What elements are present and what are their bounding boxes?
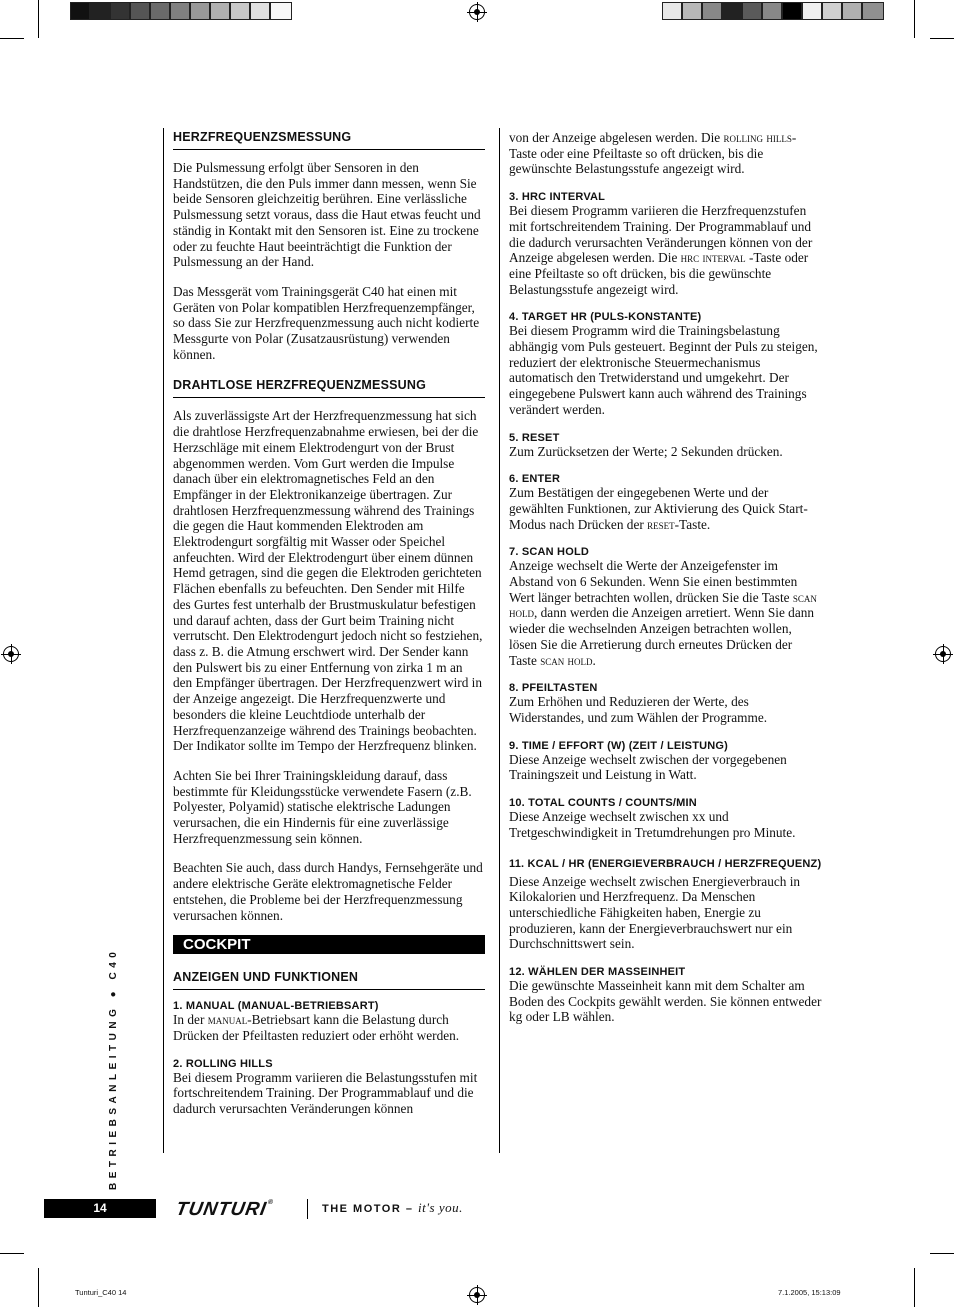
logo-divider: [307, 1199, 308, 1219]
subheading: 8. PFEILTASTEN: [509, 682, 598, 695]
registration-mark-icon: [469, 1287, 485, 1303]
crop-mark: [914, 0, 915, 38]
footer-file-info: Tunturi_C40 14: [75, 1288, 127, 1297]
subheading: 3. HRC INTERVAL: [509, 191, 606, 204]
paragraph: von der Anzeige abgelesen werden. Die rolling hills-Taste oder eine Pfeiltaste so oft drücken, bis die gewünschte Belastungsstufe angezeigt wird.: [509, 130, 797, 177]
paragraph: Zum Bestätigen der eingegebenen Werte und der gewählten Funktionen, zur Aktivierung des Quick Start-Modus nach Drücken der reset-Taste.: [509, 485, 808, 532]
registration-mark-icon: [469, 4, 485, 20]
paragraph: Diese Anzeige wechselt zwischen der vorgegebenen Trainingszeit und Leistung in Watt.: [509, 751, 787, 783]
crop-mark: [930, 38, 954, 39]
registration-mark-icon: [3, 646, 19, 662]
paragraph: Bei diesem Programm variieren die Belastungsstufen mit fortschreitendem Training. Der Programmablauf und die dadurch verursachten Veränderungen können: [173, 1069, 478, 1117]
cockpit-banner: COCKPIT: [173, 935, 485, 954]
swatch: [110, 2, 130, 20]
swatch: [862, 2, 884, 20]
subheading: 12. WÄHLEN DER MASSEINHEIT: [509, 966, 686, 979]
right-column: [509, 130, 823, 1025]
swatch: [682, 2, 702, 20]
paragraph: Achten Sie bei Ihrer Trainingskleidung darauf, dass bestimmte für Kleidungsstücke verwendete Fasern (z.B. Polyester, Polyamid) statische elektrische Ladungen verursachen, die ein Hindernis für eine zuverlässige Herzfrequenzmessung sein können.: [173, 767, 472, 846]
swatch: [70, 2, 90, 20]
swatch-bar-left: [70, 0, 292, 22]
paragraph: Diese Anzeige wechselt zwischen xx und Tretgeschwindigkeit in Tretumdrehungen pro Minute.: [509, 809, 796, 840]
section-heading: ANZEIGEN UND FUNKTIONEN: [173, 968, 485, 990]
subheading: 1. MANUAL (MANUAL-BETRIEBSART): [173, 1000, 379, 1013]
page-number: 14: [44, 1199, 156, 1218]
paragraph: Beachten Sie auch, dass durch Handys, Fernsehgeräte und andere elektrische Geräte elektromagnetische Felder entstehen, die Probleme bei der Herzfrequenzmessung verursachen können.: [173, 860, 483, 923]
swatch: [170, 2, 190, 20]
tagline: THE MOTOR – it's you.: [322, 1200, 463, 1215]
swatch: [662, 2, 682, 20]
swatch-bar-right: [662, 0, 884, 22]
column-rule-left: [163, 128, 164, 1153]
swatch: [822, 2, 842, 20]
paragraph: Bei diesem Programm wird die Trainingsbelastung abhängig vom Puls gesteuert. Beginnt der Puls zu steigen, reduziert der elektronische Steuermechanismus automatisch den Tretwiderstand und umgekehrt. Der eingegebene Pulswert kann auch während des Trainings verändert werden.: [509, 323, 818, 417]
tunturi-logo: TUNTURI®: [174, 1199, 275, 1220]
swatch: [722, 2, 742, 20]
swatch: [782, 2, 802, 20]
swatch: [90, 2, 110, 20]
section-heading: DRAHTLOSE HERZFREQUENZMESSUNG: [173, 376, 485, 398]
paragraph: Das Messgerät vom Trainingsgerät C40 hat einen mit Geräten von Polar kompatiblen Herzfrequenzempfänger, so dass Sie zur Herzfrequenzmessung auch nicht kodierte Messgurte von Polar (Zusatzausrüstung) verwenden können.: [173, 283, 480, 362]
paragraph: Zum Zurücksetzen der Werte; 2 Sekunden drücken.: [509, 443, 783, 459]
paragraph: Diese Anzeige wechselt zwischen Energieverbrauch in Kilokalorien und Herzfrequenz. Da Menschen unterschiedliche Fähigkeiten haben, Energie zu produzieren, kann der Energieverbrauchswert nur ein Durchschnittswert sein.: [509, 873, 801, 952]
paragraph: In der manual-Betriebsart kann die Belastung durch Drücken der Pfeiltasten reduziert oder erhöht werden.: [173, 1012, 460, 1043]
subheading: 11. KCAL / HR (ENERGIEVERBRAUCH / HERZFREQUENZ): [509, 857, 822, 870]
swatch: [230, 2, 250, 20]
crop-mark: [0, 1253, 24, 1254]
paragraph: Anzeige wechselt die Werte der Anzeigefenster im Abstand von 6 Sekunden. Wenn Sie einen bestimmten Wert länger betrachten wollen, drücken Sie die Taste scan hold, dann werden die Anzeigen arretiert. Wenn Sie dann wieder die wechselnden Anzeigen betrachten wollen, lösen Sie die Arretierung durch erneutes Drücken der Taste scan hold.: [509, 558, 817, 668]
section-heading: HERZFREQUENZSMESSUNG: [173, 128, 485, 150]
registration-mark-icon: [935, 646, 951, 662]
swatch: [250, 2, 270, 20]
swatch: [742, 2, 762, 20]
subheading: 6. ENTER: [509, 473, 561, 486]
paragraph: Bei diesem Programm variieren die Herzfrequenzstufen mit fortschreitendem Training. Der Programmablauf und die dadurch verursachten Veränderungen können von der Anzeige abgelesen werden. Die hrc interval -Taste oder eine Pfeiltaste so oft drücken, bis die gewünschte Belastungsstufe angezeigt wird.: [509, 203, 813, 297]
swatch: [702, 2, 722, 20]
crop-mark: [930, 1253, 954, 1254]
side-label: BETRIEBSANLEITUNG ● C40: [108, 947, 119, 1190]
swatch: [210, 2, 230, 20]
subheading: 7. SCAN HOLD: [509, 546, 590, 559]
swatch: [270, 2, 292, 20]
crop-mark: [0, 38, 24, 39]
swatch: [842, 2, 862, 20]
swatch: [130, 2, 150, 20]
subheading: 5. RESET: [509, 431, 560, 444]
left-column: [173, 128, 485, 1117]
swatch: [802, 2, 822, 20]
paragraph: Die Pulsmessung erfolgt über Sensoren in den Handstützen, die den Puls immer dann messen, wenn Sie beide Sensoren gleichzeitig berühren. Eine verlässliche Pulsmessung setzt voraus, dass die Haut etwas feucht und ständig in Kontakt mit den Sensoren ist. Eine zu trockene oder zu feuchte Haut beeinträchtigt die Funktion der Pulsmessung an der Hand.: [173, 160, 481, 270]
paragraph: Als zuverlässigste Art der Herzfrequenzmessung hat sich die drahtlose Herzfrequenzabnahme erwiesen, bei der die Herzschläge mit einem Elektrodengurt von der Brust abgenommen werden. Vom Gurt werden die Impulse danach über ein elektromagnetisches Feld an den Empfänger in der Elektronikanzeige übertragen. Zur drahtlosen Herzfrequenzmessung während des Trainings die gegen die Haut kommenden Elektroden am Elektrodengurt sorgfältig mit Wasser oder Speichel anfeuchten. Wird der Elektrodengurt über einem dünnen Hemd getragen, sind die gegen die Elektroden gerichteten Flächen ebenfalls zu befeuchten. Den Sender mit Hilfe des Gurtes fest unterhalb der Brustmuskulatur befestigen und darauf achten, dass der Gurt beim Training nicht verrutscht. Den Elektrodengurt jedoch nicht so festziehen, dass z. B. die Atmung erschwert wird. Der Sender kann den Pulswert bis zu einer Entfernung von zirka 1 m an den Empfänger übertragen. Der Herzfrequenzwert wird in der Anzeige angezeigt. Die Herzfrequenzwerte und besonders die kleine Leuchtdiode unterhalb der Herzfrequenzanzeige während des Trainings beobachten. Der Indikator sollte im Tempo der Herzfrequenz blinken.: [173, 408, 483, 754]
subheading: 2. ROLLING HILLS: [173, 1057, 273, 1070]
swatch: [190, 2, 210, 20]
paragraph: Zum Erhöhen und Reduzieren der Werte, des Widerstandes, und zum Wählen der Programme.: [509, 694, 768, 725]
subheading: 10. TOTAL COUNTS / COUNTS/MIN: [509, 797, 697, 810]
crop-mark: [38, 0, 39, 38]
swatch: [150, 2, 170, 20]
subheading: 4. TARGET HR (PULS-KONSTANTE): [509, 311, 702, 324]
crop-mark: [38, 1268, 39, 1307]
footer-timestamp: 7.1.2005, 15:13:09: [778, 1288, 841, 1297]
crop-mark: [914, 1268, 915, 1307]
column-rule-middle: [499, 128, 500, 1153]
paragraph: Die gewünschte Masseinheit kann mit dem Schalter am Boden des Cockpits gewählt werden. Sie können entweder kg oder LB wählen.: [509, 978, 822, 1025]
swatch: [762, 2, 782, 20]
subheading: 9. TIME / EFFORT (W) (ZEIT / LEISTUNG): [509, 739, 729, 752]
